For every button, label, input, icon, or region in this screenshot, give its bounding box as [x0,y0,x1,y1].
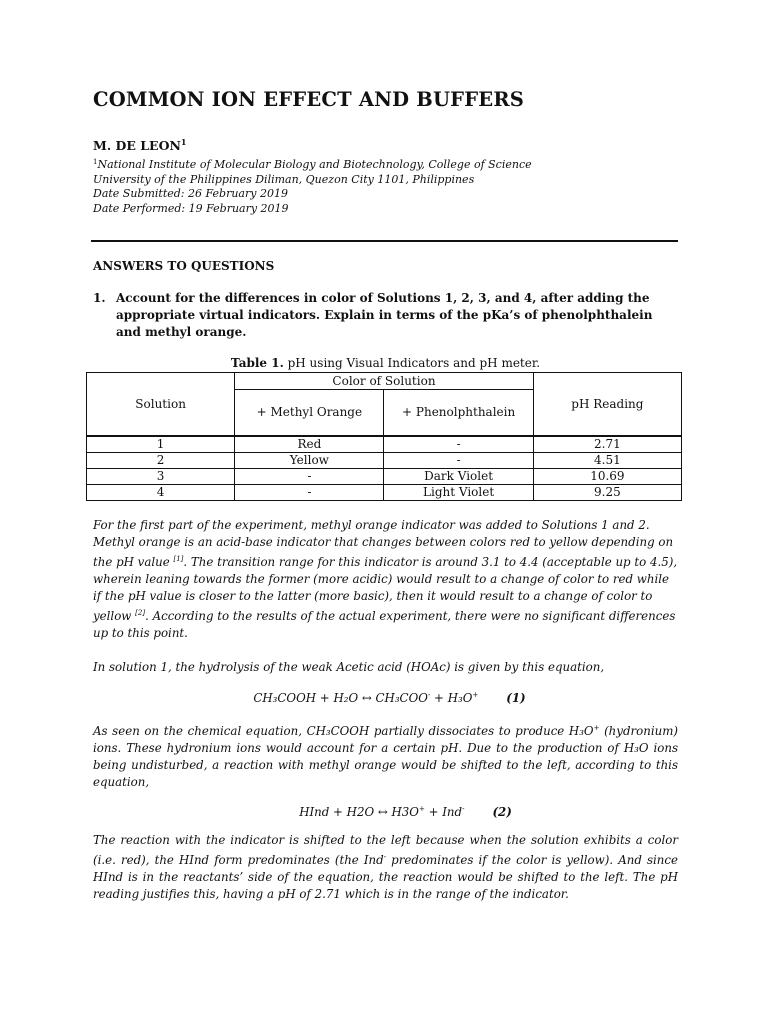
results-table [86,372,682,501]
equation-number: (1) [506,691,526,706]
citation-ref: [2] [135,609,146,618]
cell-solution: 1 [87,436,235,453]
cell-methyl-orange: - [235,485,384,501]
citation-ref: [1] [173,555,184,564]
paragraph-indicator-shift: The reaction with the indicator is shifted to the left because when the solution exhibits a color (i.e. red), the HInd form predominates (the Ind- predominates if the color is yellow). And since HInd is in the reactants’ side of the equation, the reaction would be shifted to the left. The pH reading justifies this, having a pH of 2.71 which is in the range of the indicator. [93,833,678,902]
affiliation-line-1: $^1$National Institute of Molecular Biology and Biotechnology, College of Science [93,158,532,171]
cell-ph: 10.69 [533,469,681,485]
cell-ph: 2.71 [533,436,681,453]
paragraph-hydrolysis: In solution 1, the hydrolysis of the weak Acetic acid (HOAc) is given by this equation, [93,660,605,675]
table-row [87,485,682,501]
author-superscript: 1 [180,137,187,147]
cell-phenolphthalein: Dark Violet [384,469,533,485]
cell-phenolphthalein: - [384,453,533,469]
author-affiliation-block [93,155,678,216]
cell-ph: 4.51 [533,453,681,469]
cell-ph: 9.25 [533,485,681,501]
cell-methyl-orange: - [235,469,384,485]
paragraph-methyl-orange: For the first part of the experiment, methyl orange indicator was added to Solutions 1 and 2. Methyl orange is an acid-base indicator that changes between colors red to yellow depending on the pH value [1]. The transition range for this indicator is around 3.1 to 4.4 (acceptable up to 4.5), wherein leaning towards the former (more acidic) would result to a change of color to red while if the pH value is closer to the latter (more basic), then it would result to a change of color to yellow [2]. According to the results of the actual experiment, there were no significant differences up to this point. [93,518,678,641]
cell-methyl-orange: Red [235,436,384,453]
date-performed: Date Performed: 19 February 2019 [93,201,289,215]
table-row [87,453,682,469]
author-name: M. DE LEON$^1$ [93,137,187,153]
table-caption: Table 1. pH using Visual Indicators and pH meter. [230,356,541,371]
table-row [87,436,682,453]
header-divider [91,240,678,242]
cell-phenolphthalein: Light Violet [384,485,533,501]
paragraph-dissociation: As seen on the chemical equation, CH₃COOH partially dissociates to produce H₃O+ (hydronium) ions. These hydronium ions would account for a certain pH. Due to the production of H₃O ions being undisturbed, a reaction with methyl orange would be shifted to the left, according to this equation, [93,724,678,790]
question-1 [93,290,678,341]
header-phenolphthalein: + Phenolphthalein [384,389,533,436]
cell-solution: 2 [87,453,235,469]
question-number: 1. [93,291,106,306]
cell-methyl-orange: Yellow [235,453,384,469]
cell-solution: 3 [87,469,235,485]
paper-title: COMMON ION EFFECT AND BUFFERS [93,88,525,111]
date-submitted: Date Submitted: 26 February 2019 [93,187,288,201]
table-row [87,469,682,485]
header-solution: Solution [87,373,235,437]
section-heading: ANSWERS TO QUESTIONS [93,259,275,274]
header-color-of-solution: Color of Solution [235,373,534,389]
header-ph-reading: pH Reading [533,373,681,437]
document-page [93,88,678,903]
cell-phenolphthalein: - [384,436,533,453]
header-methyl-orange: + Methyl Orange [235,389,384,436]
affiliation-line-2: University of the Philippines Diliman, Quezon City 1101, Philippines [93,172,475,186]
table-header-row [87,373,682,389]
equation-number: (2) [492,805,512,820]
equation-2: HInd + H2O ↔ H3O+ + Ind- (2) [299,805,512,820]
question-text: Account for the differences in color of Solutions 1, 2, 3, and 4, after adding the appropriate virtual indicators. Explain in terms of the pKa’s of phenolphthalein and methyl orange. [116,291,653,340]
cell-solution: 4 [87,485,235,501]
equation-1: CH₃COOH + H₂O ↔ CH₃COO- + H₃O+ (1) [253,691,526,706]
